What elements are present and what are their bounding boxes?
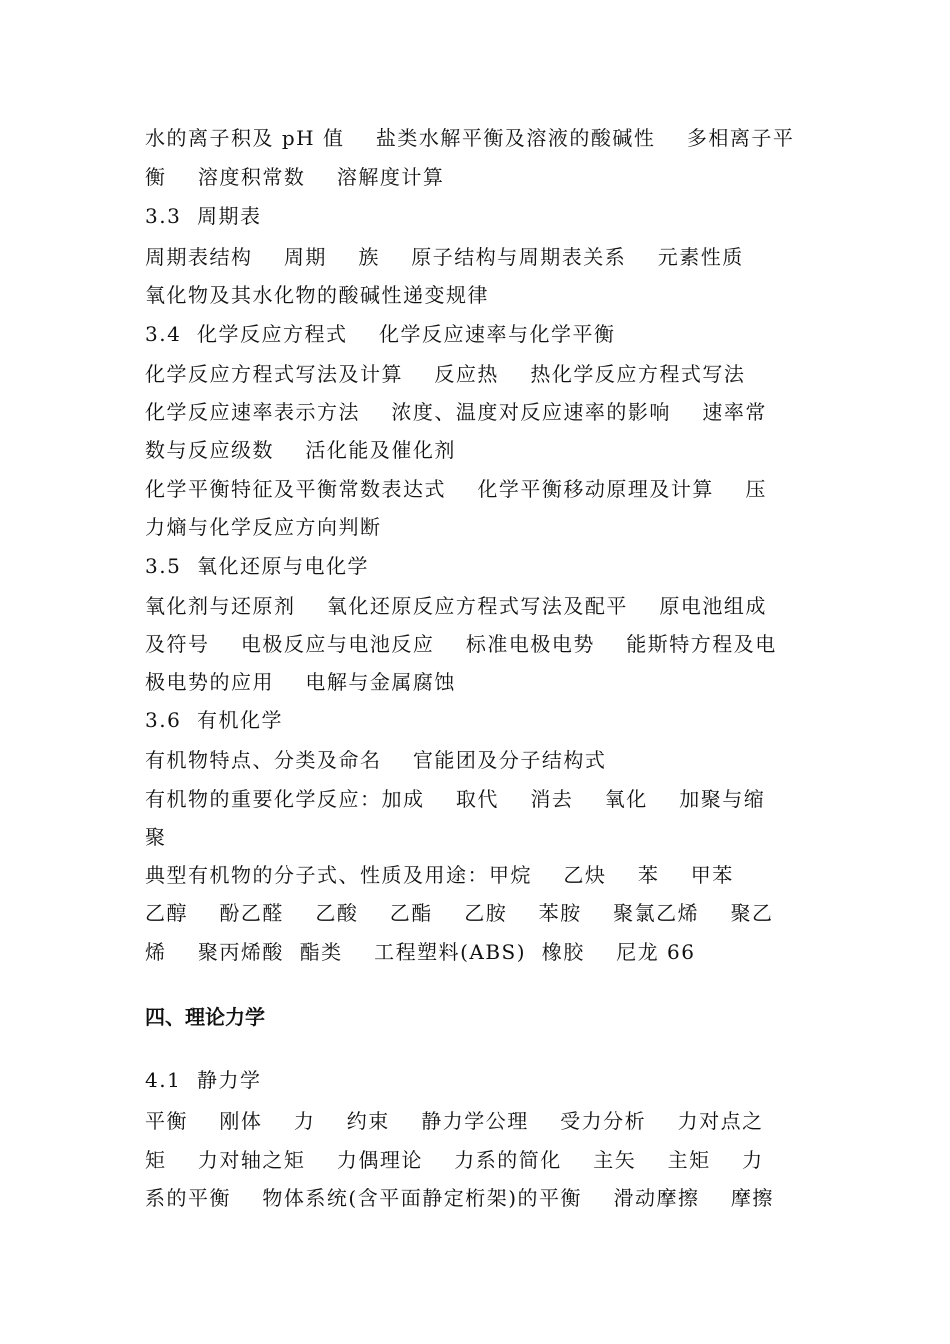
paragraph-line: 聚 xyxy=(145,825,167,849)
paragraph-line: 系的平衡 物体系统(含平面静定桁架)的平衡 滑动摩擦 摩擦 xyxy=(145,1186,774,1210)
paragraph-line: 力熵与化学反应方向判断 xyxy=(145,515,382,539)
paragraph-line: 及符号 电极反应与电池反应 标准电极电势 能斯特方程及电 xyxy=(145,632,777,656)
paragraph-line: 化学反应速率表示方法 浓度、温度对反应速率的影响 速率常 xyxy=(145,400,767,424)
paragraph-line: 氧化物及其水化物的酸碱性递变规律 xyxy=(145,283,489,307)
paragraph-line: 周期表结构 周期 族 原子结构与周期表关系 元素性质 xyxy=(145,245,744,269)
paragraph-line: 衡 溶度积常数 溶解度计算 xyxy=(145,165,445,189)
paragraph-line: 数与反应级数 活化能及催化剂 xyxy=(145,438,456,462)
paragraph-line: 有机物特点、分类及命名 官能团及分子结构式 xyxy=(145,748,607,772)
section-title-4: 四、理论力学 xyxy=(145,1005,265,1029)
subsection-heading-3-4: 3.4 化学反应方程式 化学反应速率与化学平衡 xyxy=(145,322,616,346)
paragraph-line: 典型有机物的分子式、性质及用途：甲烷 乙炔 苯 甲苯 xyxy=(145,863,734,887)
subsection-heading-3-6: 3.6 有机化学 xyxy=(145,708,284,732)
paragraph-line: 氧化剂与还原剂 氧化还原反应方程式写法及配平 原电池组成 xyxy=(145,594,767,618)
paragraph-line: 乙醇 酚乙醛 乙酸 乙酯 乙胺 苯胺 聚氯乙烯 聚乙 xyxy=(145,901,774,925)
subsection-heading-3-3: 3.3 周期表 xyxy=(145,204,262,228)
paragraph-line: 水的离子积及 pH 值 盐类水解平衡及溶液的酸碱性 多相离子平 xyxy=(145,126,795,150)
paragraph-line: 矩 力对轴之矩 力偶理论 力系的简化 主矢 主矩 力 xyxy=(145,1148,764,1172)
paragraph-line: 平衡 刚体 力 约束 静力学公理 受力分析 力对点之 xyxy=(145,1109,764,1133)
paragraph-line: 烯 聚丙烯酸 酯类 工程塑料(ABS) 橡胶 尼龙 66 xyxy=(145,940,696,964)
paragraph-line: 化学平衡特征及平衡常数表达式 化学平衡移动原理及计算 压 xyxy=(145,477,767,501)
paragraph-line: 极电势的应用 电解与金属腐蚀 xyxy=(145,670,456,694)
subsection-heading-3-5: 3.5 氧化还原与电化学 xyxy=(145,554,370,578)
subsection-heading-4-1: 4.1 静力学 xyxy=(145,1068,262,1092)
paragraph-line: 化学反应方程式写法及计算 反应热 热化学反应方程式写法 xyxy=(145,362,746,386)
paragraph-line: 有机物的重要化学反应：加成 取代 消去 氧化 加聚与缩 xyxy=(145,787,766,811)
